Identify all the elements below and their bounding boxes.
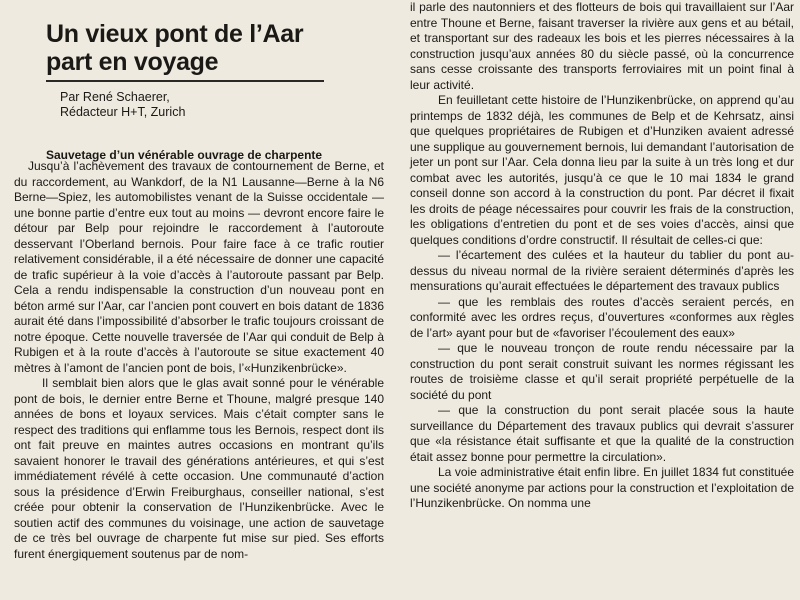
list-item: — l’écartement des culées et la hauteur du tablier du pont au-dessus du niveau normal de la rivière seraient déterminés d’après les mensurations qu’aurait effectuées le département des travaux publics (410, 248, 794, 293)
paragraph: Il semblait bien alors que le glas avait sonné pour le vénérable pont de bois, le dernier entre Berne et Thoune, malgré presque 140 années de bons et loyaux services. Mais c’était compter sans le respect des traditions qui enflamme tous les Bernois, respect dont ils ont fait preuve en maintes autres occasions en montrant qu’ils savaient honorer le travail des générations antérieures, et qui s’est immédiatement révélé à cette occasion. Une communauté d’action sous la présidence d’Erwin Freiburghaus, conseiller national, s’est créée pour obtenir la conservation de l’Hunzikenbrücke. Avec le soutien actif des communes du voisinage, une action de sauvetage de ce très bel ouvrage de charpente fut mise sur pied. Ses efforts furent énergiquement soutenus par de nom- (14, 376, 384, 561)
byline-role: Rédacteur H+T, Zurich (60, 105, 186, 119)
list-item: — que le nouveau tronçon de route rendu nécessaire par la construction du pont serait construit suivant les normes régissant les routes de troisième classe et qu’il serait propriété perpétuelle de la société du pont (410, 341, 794, 402)
left-column-text (14, 159, 384, 562)
section-heading: Sauvetage d’un vénérable ouvrage de charpente (46, 148, 323, 162)
byline-author: Par René Schaerer, (60, 90, 170, 104)
paragraph: il parle des nautonniers et des flotteurs de bois qui travaillaient sur l’Aar entre Thoune et Berne, faisant traverser la rivière aux gens et au bétail, et transportant sur des radeaux les bois et les pierres nécessaires à la construction jusqu’aux années 80 du siècle passé, où la concurrence sans cesse croissante des transports ferroviaires mit un point final à leur activité. (410, 0, 794, 92)
paragraph: En feuilletant cette histoire de l’Hunzikenbrücke, on apprend qu’au printemps de 1832 déjà, les communes de Belp et de Kehrsatz, ainsi que quelques propriétaires de Rubigen et d’Hunziken avaient adressé une supplique au gouvernement bernois, lui demandant l’autorisation de jeter un pont sur l’Aar. Cela donna lieu par la suite à un très long et dur combat avec les autorités, jusqu’à ce que le 10 mai 1834 le grand conseil donne son accord à la construction du pont. Par décret il fixait les droits de péage nécessaires pour couvrir les frais de la construction, les obligations d’entretien du pont et de ses voies d’accès, ainsi que quelques conditions d’ordre constructif. Il résultait de celles-ci que: (410, 93, 794, 247)
paragraph: La voie administrative était enfin libre. En juillet 1834 fut constituée une société anonyme par actions pour la construction et l’exploitation de l’Hunzikenbrücke. On nomma une (410, 465, 794, 510)
byline (60, 90, 360, 120)
list-item: — que la construction du pont serait placée sous la haute surveillance du Département des travaux publics qui devrait s’assurer que «la résistance était suffisante et que la qualité de la construction était assez bonne pour permettre la circulation». (410, 403, 794, 464)
article-title: Un vieux pont de l’Aar part en voyage (46, 20, 304, 76)
list-item: — que les remblais des routes d’accès seraient percés, en conformité avec les ordres reçus, d’ouvertures «conformes aux règles de l’art» ayant pour but de «favoriser l’écoulement des eaux» (410, 294, 794, 340)
title-divider (46, 80, 324, 82)
right-column-text (410, 0, 794, 512)
paragraph: Jusqu’à l’achèvement des travaux de contournement de Berne, et du raccordement, au Wankdorf, de la N1 Lausanne—Berne à la N6 Berne—Spiez, les automobilistes venant de la Suisse occidentale — une bonne partie d’entre eux tout au moins — devront encore faire le détour par Belp pour rejoindre le raccordement à l’autoroute desservant l’Oberland bernois. Pour faire face à ce trafic routier relativement considérable, il a été nécessaire de donner une capacité de trafic supérieur à la voie d’accès à l’autoroute passant par Belp. Cela a rendu indispensable la construction d’un nouveau pont en béton armé sur l’Aar, car l’ancien pont couvert en bois datant de 1836 aurait été dans l’impossibilité d’absorber le trafic toujours croissant de notre époque. Cette nouvelle traversée de l’Aar qui conduit de Belp à Rubigen et à la route d’accès à l’autoroute se situe exactement 40 mètres à l’amont de l’ancien pont de bois, l’«Hunzikenbrücke». (14, 159, 384, 375)
